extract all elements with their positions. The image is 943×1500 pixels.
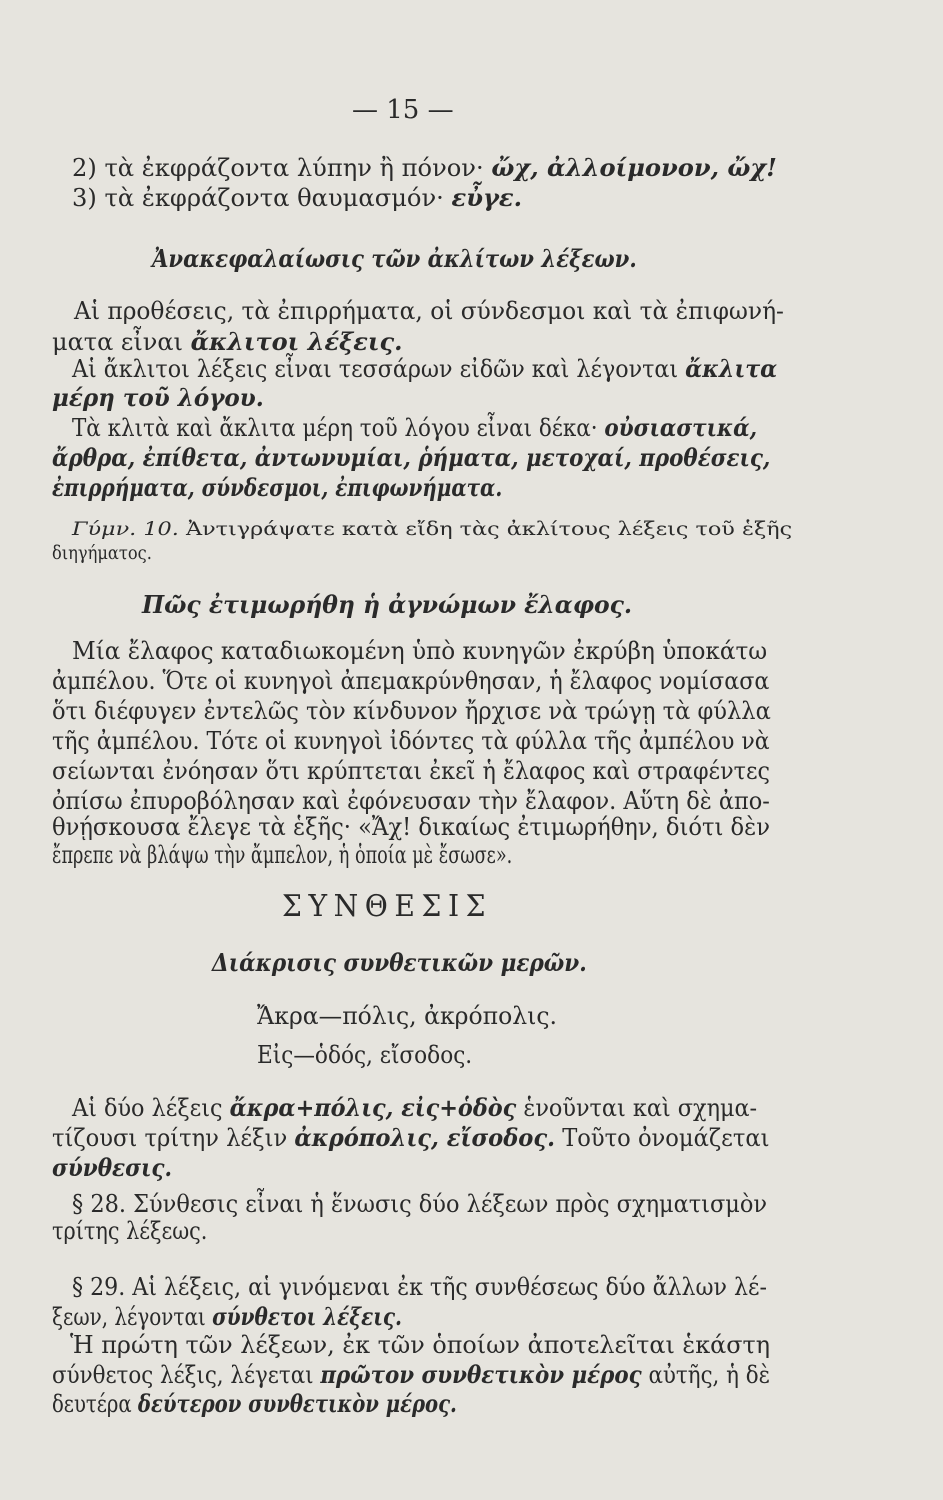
- text-run: Αἱ δύο λέξεις: [72, 1094, 230, 1122]
- text-run: δευτέρα: [52, 1390, 138, 1418]
- text-line: [72, 1189, 767, 1219]
- text-run: ὀπίσω ἐπυροβόλησαν καὶ ἐφόνευσαν τὴν ἔλαφον. Αὕτη δὲ ἀπο-: [52, 787, 770, 815]
- text-run: § 29. Αἱ λέξεις, αἱ γινόμεναι ἐκ τῆς συνθέσεως δύο ἄλλων λέ-: [72, 1273, 767, 1301]
- text-line: [72, 354, 777, 384]
- text-run: τῆς ἀμπέλου. Τότε οἱ κυνηγοὶ ἰδόντες τὰ φύλλα τῆς ἀμπέλου νὰ: [52, 727, 770, 755]
- text-run: 2) τὰ ἐκφράζοντα λύπην ἢ πόνον·: [72, 154, 492, 182]
- text-line: [257, 1001, 557, 1031]
- text-line: [52, 327, 402, 357]
- emphasized-text: μέρη τοῦ λόγου.: [52, 383, 264, 412]
- text-line: [52, 1153, 172, 1183]
- text-line: [52, 1216, 207, 1246]
- text-run: αὐτῆς, ἡ δὲ: [641, 1361, 771, 1389]
- text-line: [52, 1360, 770, 1390]
- text-line: [52, 840, 512, 870]
- text-run: Γύμν. 10.: [72, 518, 179, 540]
- emphasized-text: ἀκρόπολις, εἴσοδος.: [294, 1123, 556, 1152]
- text-run: τρίτης λέξεως.: [52, 1217, 208, 1245]
- emphasized-text: Ἀνακεφαλαίωσις τῶν ἀκλίτων λέξεων.: [152, 244, 637, 273]
- text-line: [52, 666, 769, 696]
- text-run: ἔπρεπε νὰ βλάψω τὴν ἄμπελον, ἡ ὁποία μὲ ἔσωσε».: [52, 841, 513, 869]
- text-run: ξεων, λέγονται: [52, 1303, 213, 1331]
- emphasized-text: ὤχ, ἀλλοίμονον, ὤχ!: [491, 153, 777, 182]
- emphasized-text: δεύτερον συνθετικὸν μέρος.: [137, 1389, 457, 1418]
- page-number: — 15 —: [352, 95, 454, 125]
- text-line: [142, 590, 632, 620]
- emphasized-text: ἄρθρα, ἐπίθετα, ἀντωνυμίαι, ῥήματα, μετοχαί, προθέσεις,: [52, 443, 771, 472]
- text-line: [52, 383, 264, 413]
- text-line: [72, 1093, 757, 1123]
- text-run: σείωνται ἐνόησαν ὅτι κρύπτεται ἐκεῖ ἡ ἔλαφος καὶ στραφέντες: [52, 757, 770, 785]
- text-line: [52, 1302, 402, 1332]
- emphasized-text: ἄκρα+πόλις, εἰς+ὁδὸς: [229, 1093, 517, 1122]
- text-line: [74, 296, 784, 326]
- text-line: [52, 812, 770, 842]
- text-line: [72, 183, 522, 213]
- text-line: [52, 473, 502, 503]
- text-line: [257, 1040, 472, 1070]
- text-run: διηγήματος.: [52, 542, 152, 564]
- text-run: Αἱ ἄκλιτοι λέξεις εἶναι τεσσάρων εἰδῶν καὶ λέγονται: [72, 355, 686, 383]
- emphasized-text: εὖγε.: [451, 183, 523, 212]
- text-run: § 28. Σύνθεσις εἶναι ἡ ἕνωσις δύο λέξεων πρὸς σχηματισμὸν: [72, 1190, 768, 1218]
- text-run: Εἰς—ὁδός, εἴσοδος.: [257, 1041, 473, 1069]
- text-line: [52, 1123, 769, 1153]
- text-line: [72, 153, 777, 183]
- emphasized-text: πρῶτον συνθετικὸν μέρος: [320, 1360, 642, 1389]
- text-run: σύνθετος λέξις, λέγεται: [52, 1361, 321, 1389]
- text-run: ματα εἶναι: [52, 328, 191, 356]
- text-line: [72, 636, 767, 666]
- text-run: Τὰ κλιτὰ καὶ ἄκλιτα μέρη τοῦ λόγου εἶναι δέκα·: [72, 414, 605, 442]
- emphasized-text: Πῶς ἐτιμωρήθη ἡ ἀγνώμων ἔλαφος.: [142, 590, 633, 619]
- section-heading: ΣΥΝΘΕΣΙΣ: [282, 889, 493, 924]
- emphasized-text: Διάκρισις συνθετικῶν μερῶν.: [212, 948, 587, 977]
- emphasized-text: σύνθεσις.: [52, 1153, 172, 1182]
- text-run: ἀμπέλου. Ὅτε οἱ κυνηγοὶ ἀπεμακρύνθησαν, ἡ ἔλαφος νομίσασα: [52, 667, 770, 695]
- text-run: θνῄσκουσα ἔλεγε τὰ ἑξῆς· «Ἄχ! δικαίως ἐτιμωρήθην, διότι δὲν: [52, 813, 770, 841]
- text-line: [52, 538, 152, 568]
- text-line: [52, 726, 770, 756]
- text-line: [72, 1272, 767, 1302]
- text-run: ἑνοῦνται καὶ σχημα-: [516, 1094, 758, 1122]
- text-line: [152, 244, 637, 274]
- text-run: 3) τὰ ἐκφράζοντα θαυμασμόν·: [72, 184, 452, 212]
- emphasized-text: σύνθετοι λέξεις.: [212, 1302, 402, 1331]
- text-run: Τοῦτο ὀνομάζεται: [555, 1124, 770, 1152]
- text-run: Μία ἔλαφος καταδιωκομένη ὑπὸ κυνηγῶν ἐκρύβη ὑποκάτω: [72, 637, 768, 665]
- text-run: Ἄκρα—πόλις, ἀκρόπολις.: [257, 1002, 558, 1030]
- text-run: τίζουσι τρίτην λέξιν: [52, 1124, 295, 1152]
- emphasized-text: ἄκλιτοι λέξεις.: [190, 327, 403, 356]
- text-line: [212, 948, 587, 978]
- text-run: Αἱ προθέσεις, τὰ ἐπιρρήματα, οἱ σύνδεσμοι καὶ τὰ ἐπιφωνή-: [74, 297, 784, 325]
- emphasized-text: ἐπιρρήματα, σύνδεσμοι, ἐπιφωνήματα.: [52, 473, 503, 502]
- text-line: [72, 514, 792, 544]
- text-line: [70, 1330, 770, 1360]
- text-run: ὅτι διέφυγεν ἐντελῶς τὸν κίνδυνον ἤρχισε νὰ τρώγῃ τὰ φύλλα: [52, 697, 771, 725]
- text-line: [52, 696, 771, 726]
- text-line: [72, 413, 757, 443]
- text-run: Ἡ πρώτη τῶν λέξεων, ἐκ τῶν ὁποίων ἀποτελεῖται ἑκάστη: [70, 1331, 771, 1359]
- text-line: [52, 756, 770, 786]
- emphasized-text: οὐσιαστικά,: [604, 413, 758, 442]
- text-line: [282, 889, 493, 924]
- text-run: Ἀντιγράψατε κατὰ εἴδη τὰς ἀκλίτους λέξεις τοῦ ἑξῆς: [178, 518, 793, 540]
- emphasized-text: ἄκλιτα: [685, 354, 778, 383]
- text-line: [52, 1389, 457, 1419]
- text-line: [52, 443, 770, 473]
